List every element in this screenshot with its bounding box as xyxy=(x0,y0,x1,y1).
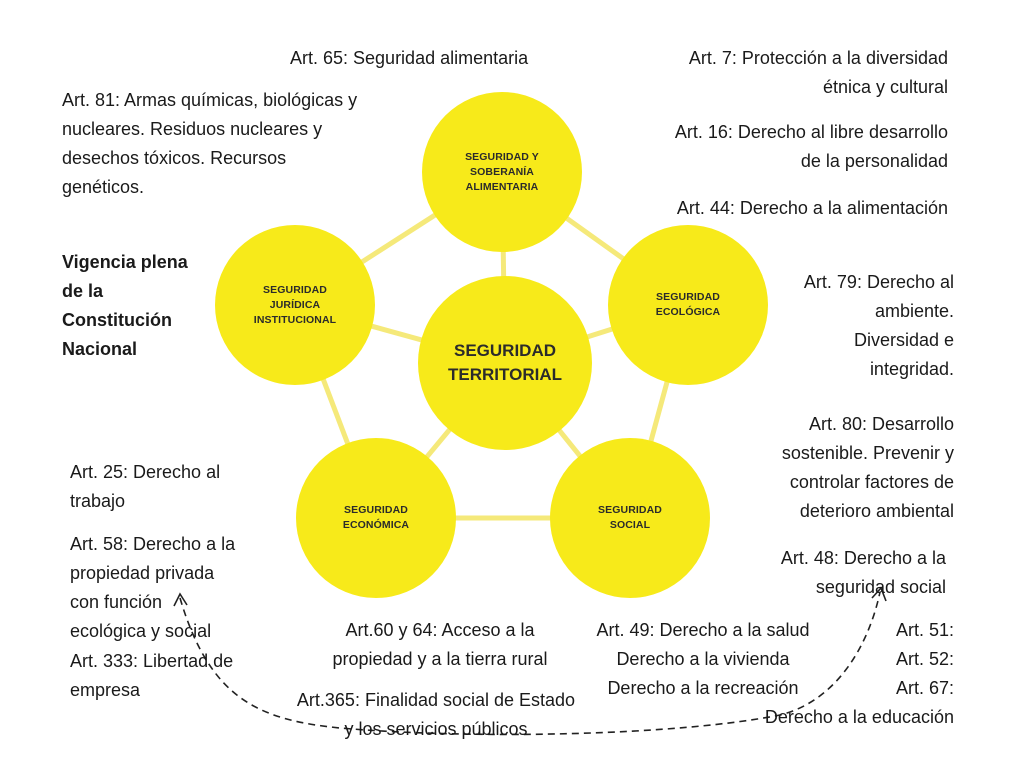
label-art333: Art. 333: Libertad de empresa xyxy=(70,651,234,700)
node-seguridad-ecologica-label: SEGURIDAD ECOLÓGICA xyxy=(655,291,721,318)
label-art49: Art. 49: Derecho a la salud Derecho a la vivienda Derecho a la recreación xyxy=(596,620,810,698)
node-seguridad-alimentaria xyxy=(422,92,582,252)
node-seguridad-social xyxy=(550,438,710,598)
node-seguridad-economica-label: SEGURIDAD ECONÓMICA xyxy=(342,504,410,531)
node-seguridad-territorial-label: SEGURIDAD TERRITORIAL xyxy=(448,341,562,384)
node-seguridad-ecologica xyxy=(608,225,768,385)
node-seguridad-social-label: SEGURIDAD SOCIAL xyxy=(598,504,662,531)
label-vigencia-constitucion: Vigencia plena de la Constitución Nacional xyxy=(62,252,188,359)
label-art51-52-67: Art. 51: Art. 52: Art. 67: xyxy=(895,620,954,698)
label-art79: Art. 79: Derecho al ambiente. Diversidad e integridad. xyxy=(803,272,954,379)
label-art16: Art. 16: Derecho al libre desarrollo de la personalidad xyxy=(674,122,948,171)
node-seguridad-economica xyxy=(296,438,456,598)
label-art44: Art. 44: Derecho a la alimentación xyxy=(676,198,948,218)
node-seguridad-juridica-label: SEGURIDAD JURÍDICA INSTITUCIONAL xyxy=(253,283,337,326)
label-art25: Art. 25: Derecho al trabajo xyxy=(70,462,221,511)
label-art81: Art. 81: Armas químicas, biológicas y nucleares. Residuos nucleares y desechos tóxicos. Recursos genéticos. xyxy=(62,90,358,197)
node-seguridad-juridica xyxy=(215,225,375,385)
node-seguridad-alimentaria-label: SEGURIDAD Y SOBERANÍA ALIMENTARIA xyxy=(465,150,539,193)
label-art58: Art. 58: Derecho a la propiedad privada con función ecológica y social xyxy=(70,534,236,641)
label-art60-64: Art.60 y 64: Acceso a la propiedad y a la tierra rural xyxy=(332,620,548,669)
label-art365: Art.365: Finalidad social de Estado y los servicios públicos xyxy=(296,690,576,739)
label-art48: Art. 48: Derecho a la seguridad social xyxy=(780,548,946,597)
label-art7: Art. 7: Protección a la diversidad étnica y cultural xyxy=(688,48,948,97)
label-derecho-educacion: Derecho a la educación xyxy=(764,707,954,727)
label-art80: Art. 80: Desarrollo sostenible. Prevenir y controlar factores de deterioro ambiental xyxy=(781,414,954,521)
label-art65: Art. 65: Seguridad alimentaria xyxy=(290,48,529,68)
node-seguridad-territorial xyxy=(418,276,592,450)
